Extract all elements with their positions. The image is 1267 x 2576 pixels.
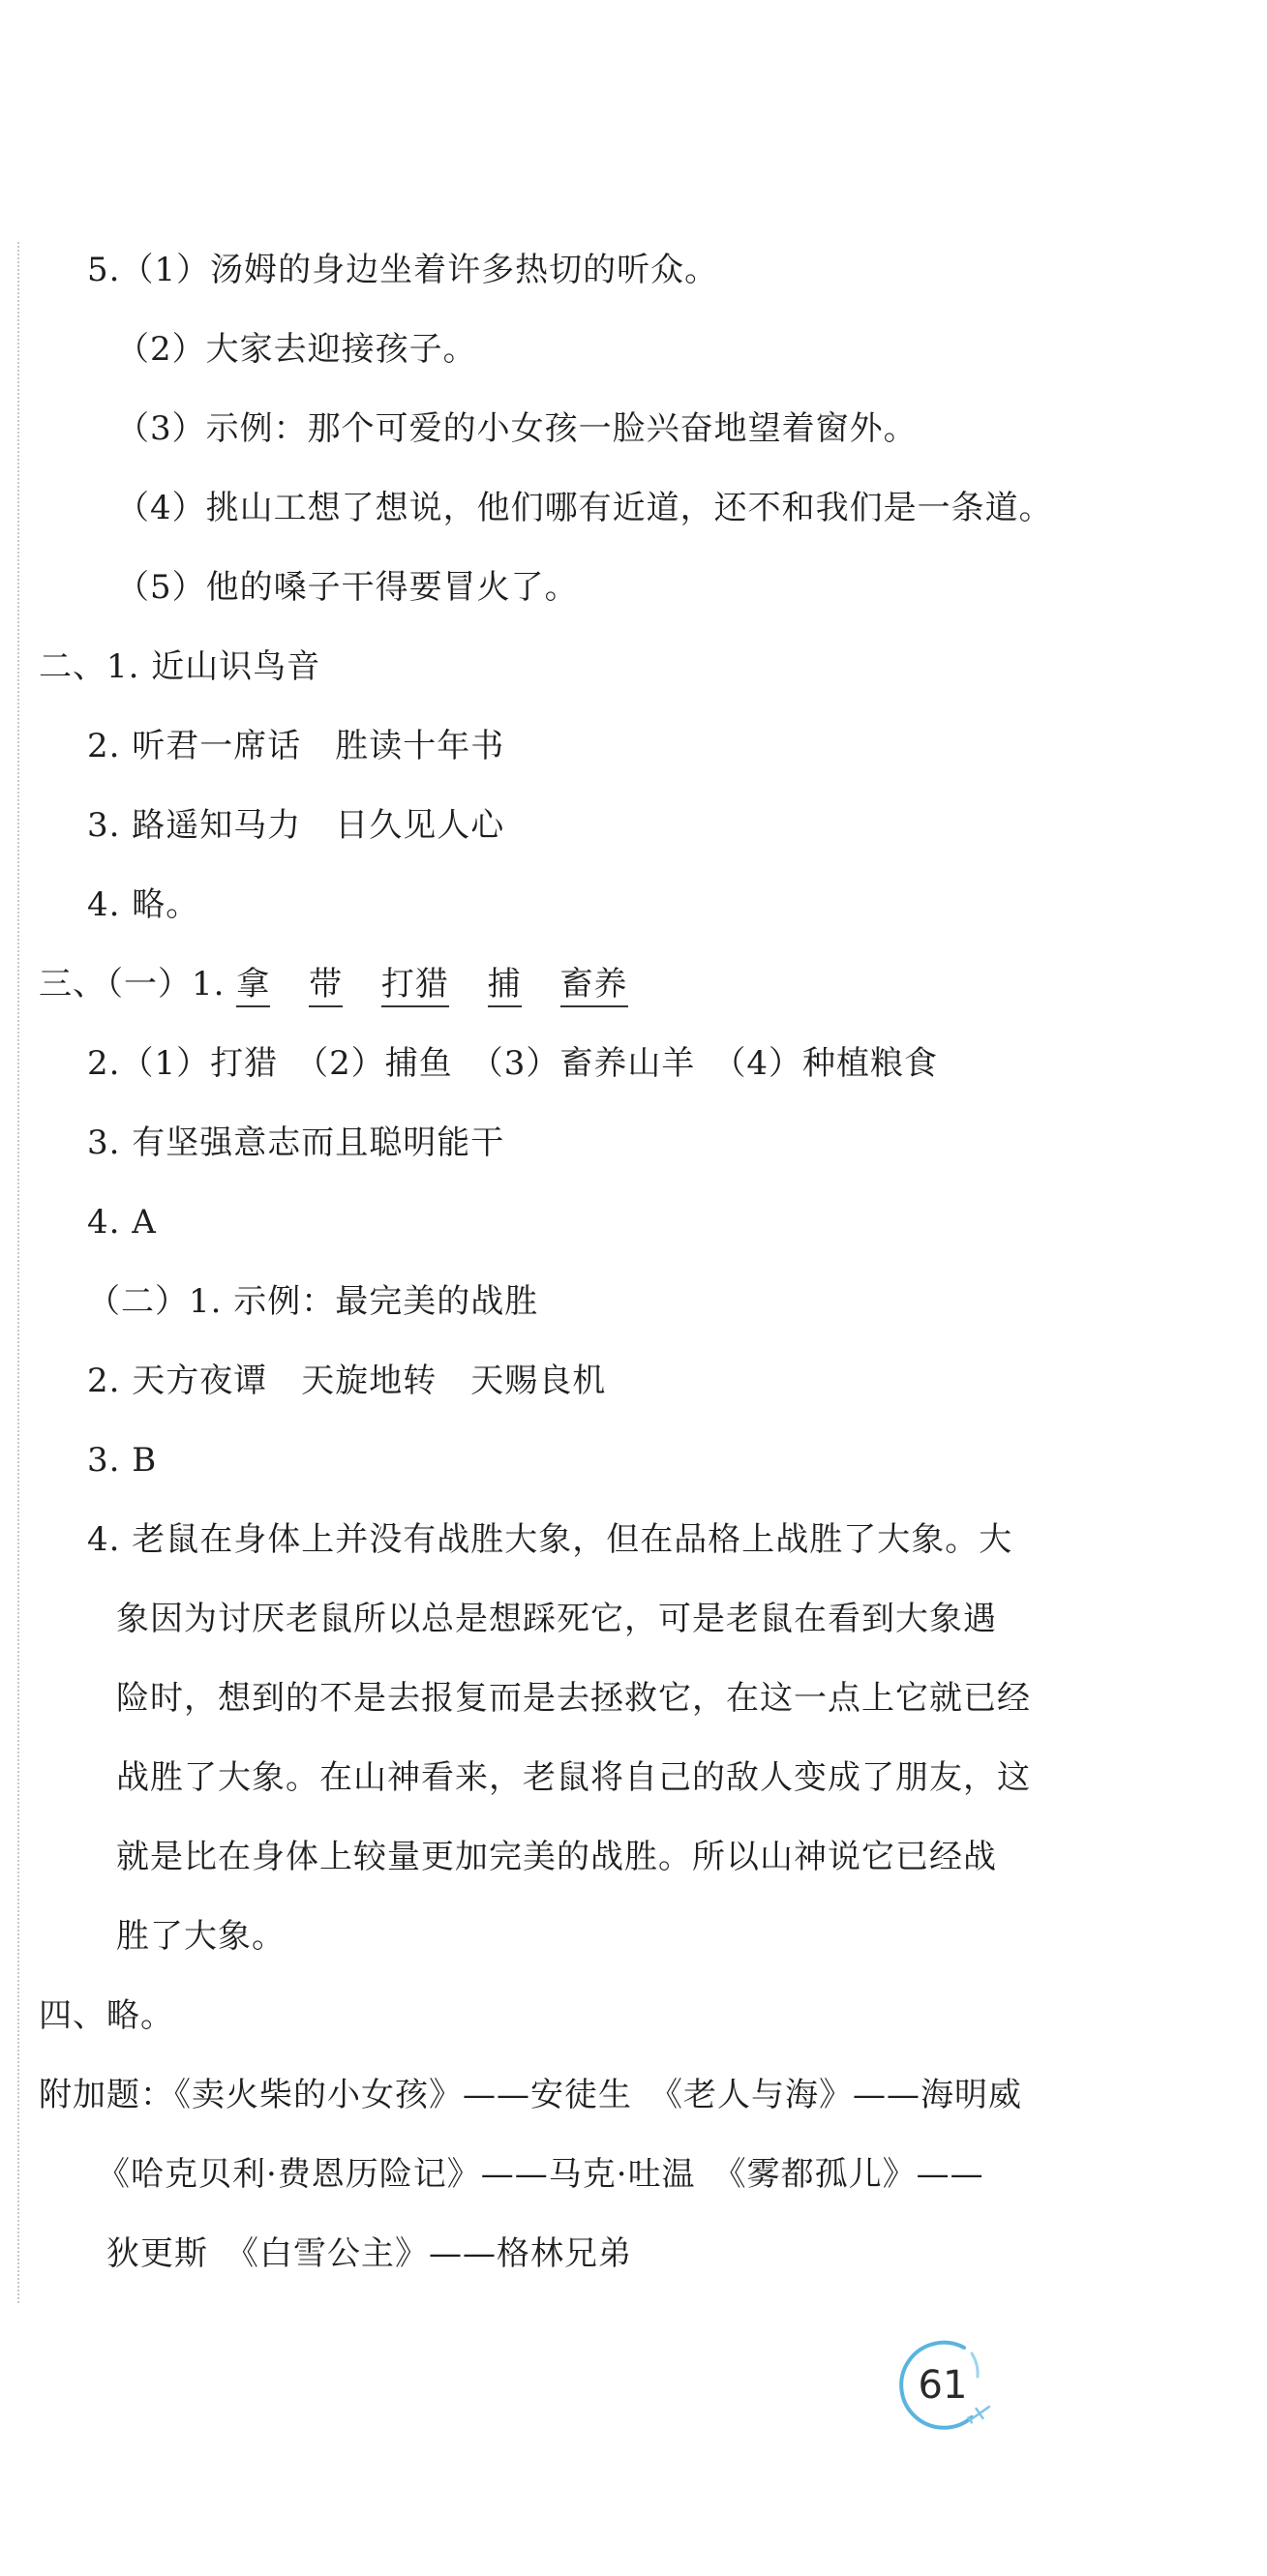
bonus-question-line-3: 狄更斯 《白雪公主》——格林兄弟 [106, 2234, 632, 2273]
section-3b-answer-1: （二）1. 示例：最完美的战胜 [87, 1282, 539, 1321]
bonus-question-line-1: 附加题：《卖火柴的小女孩》——安徒生 《老人与海》——海明威 [39, 2076, 1022, 2114]
section-3-answer-4: 4. A [87, 1203, 157, 1242]
section-4-answer: 四、略。 [39, 1996, 174, 2035]
section-2-answer-3: 3. 路遥知马力 日久见人心 [87, 806, 505, 845]
section-3b-answer-4-line-4: 战胜了大象。在山神看来，老鼠将自己的敌人变成了朋友，这 [116, 1758, 1031, 1797]
section-3-answer-3: 3. 有坚强意志而且聪明能干 [87, 1123, 505, 1162]
section-3-answer-1-prefix: 三、（一）1. [39, 965, 226, 1003]
binding-margin-line [17, 242, 19, 2303]
section-2-answer-2: 2. 听君一席话 胜读十年书 [87, 727, 505, 765]
underlined-word: 带 [309, 965, 343, 1007]
section-3b-answer-4-line-2: 象因为讨厌老鼠所以总是想踩死它，可是老鼠在看到大象遇 [116, 1600, 997, 1638]
underlined-word: 拿 [236, 965, 270, 1007]
section-3b-answer-4-line-1: 4. 老鼠在身体上并没有战胜大象，但在品格上战胜了大象。大 [87, 1520, 1013, 1559]
section-2-answer-4: 4. 略。 [87, 885, 200, 924]
section-2-answer-1: 二、1. 近山识鸟音 [39, 647, 321, 686]
underlined-word: 畜养 [560, 965, 628, 1007]
answer-5-1: 5.（1）汤姆的身边坐着许多热切的听众。 [87, 251, 719, 289]
section-3-answer-2: 2.（1）打猎 （2）捕鱼 （3）畜养山羊 （4）种植粮食 [87, 1044, 938, 1083]
underlined-word: 打猎 [381, 965, 449, 1007]
answer-5-2: （2）大家去迎接孩子。 [116, 330, 477, 369]
section-3b-answer-3: 3. B [87, 1441, 158, 1480]
page-number: 61 [918, 2363, 968, 2408]
answer-5-3: （3）示例：那个可爱的小女孩一脸兴奋地望着窗外。 [116, 409, 918, 448]
bonus-question-line-2: 《哈克贝利·费恩历险记》——马克·吐温 《雾都孤儿》—— [97, 2155, 984, 2194]
section-3-answer-1 [39, 965, 628, 1007]
answer-5-4: （4）挑山工想了想说，他们哪有近道，还不和我们是一条道。 [116, 489, 1053, 527]
underlined-word: 捕 [488, 965, 522, 1007]
answer-5-5: （5）他的嗓子干得要冒火了。 [116, 568, 579, 607]
section-3b-answer-4-line-5: 就是比在身体上较量更加完美的战胜。所以山神说它已经战 [116, 1838, 997, 1876]
section-3b-answer-4-line-6: 胜了大象。 [116, 1917, 286, 1956]
section-3b-answer-2: 2. 天方夜谭 天旋地转 天赐良机 [87, 1362, 607, 1400]
section-3b-answer-4-line-3: 险时，想到的不是去报复而是去拯救它，在这一点上它就已经 [116, 1679, 1031, 1718]
